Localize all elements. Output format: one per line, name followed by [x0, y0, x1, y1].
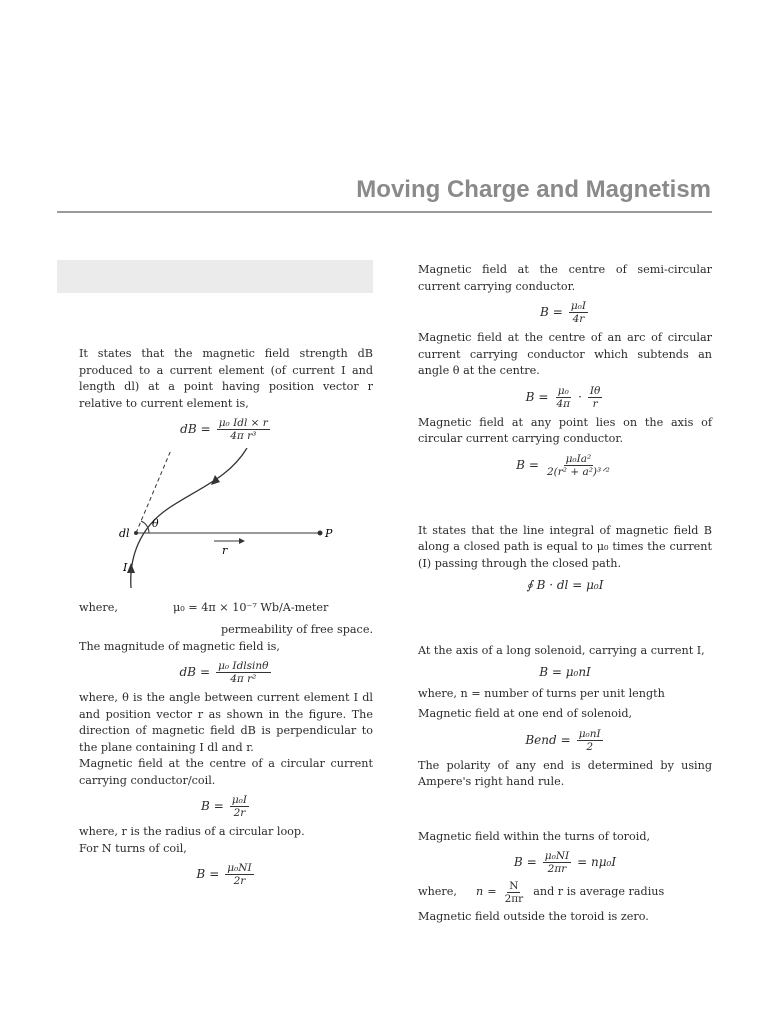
- eq-numerator: μ₀ Idl × r: [218, 417, 268, 429]
- eq-lhs: B: [516, 457, 525, 472]
- equation-db-magnitude: dB = $\frac{\text{μ₀ Idlsinθ}}{\text{4π r²}}$: [179, 660, 269, 685]
- r-arrow-head: [239, 538, 245, 544]
- n-definition: where, n = number of turns per unit length: [418, 686, 665, 700]
- circular-coil-text: Magnetic field at the centre of a circular current carrying conductor/coil.: [79, 757, 373, 787]
- eq-lhs: B: [539, 305, 549, 320]
- mu0-definition: μ₀ = 4π × 10⁻⁷ Wb/A-meter: [173, 600, 329, 614]
- eq-lhs: Bend: [525, 732, 557, 747]
- eq-rhs: = nμ₀I: [577, 855, 617, 870]
- equation-arc: B = $\frac{\text{μ₀}}{4\pi}$ · $\frac{I\theta}{r}$: [525, 384, 601, 410]
- biot-savart-intro: It states that the magnetic field strength dB produced to a current element (of current I and length dl) at a point having position vector r relative to current element is,: [79, 347, 373, 410]
- chapter-title: Moving Charge and Magnetism: [356, 176, 711, 203]
- magnitude-text: The magnitude of magnetic field is,: [79, 639, 280, 653]
- eq-numerator: μ₀NI: [227, 862, 252, 874]
- toroid-text: Magnetic field within the turns of toroid,: [418, 829, 651, 843]
- eq-lhs: dB: [180, 422, 197, 437]
- equation-solenoid: [418, 664, 712, 681]
- where-label: where,: [418, 885, 457, 899]
- equation-toroid: B = $\frac{\text{μ₀NI}}{2\pi r}$ = nμ₀I: [513, 850, 617, 875]
- mu0-description: permeability of free space.: [220, 623, 373, 636]
- eq-numerator: μ₀I: [231, 794, 248, 806]
- equation-db-vector: dB = $\frac{\text{μ₀ Idl × r}}{\text{4π r³}}$: [180, 417, 268, 442]
- right-column: [418, 262, 712, 926]
- point-p-dot: [318, 531, 323, 536]
- eq-numerator: μ₀ Idlsinθ: [218, 660, 269, 672]
- header-divider: [57, 211, 712, 213]
- left-column: [79, 346, 373, 892]
- label-i: I: [123, 561, 128, 574]
- eq-numerator-1: μ₀: [557, 384, 569, 397]
- radius-note: and r is average radius: [533, 885, 665, 899]
- eq-denominator: 2(r² + a²)³ᐟ²: [546, 465, 610, 478]
- eq-denominator: 2r: [233, 807, 246, 819]
- eq-lhs: B: [196, 867, 206, 882]
- label-theta: θ: [152, 517, 159, 530]
- eq-denominator: 4π r³: [230, 430, 257, 442]
- eq-numerator: μ₀NI: [544, 850, 570, 862]
- eq-denominator: 2πr: [547, 863, 567, 875]
- n-turns-text: For N turns of coil,: [79, 841, 187, 855]
- equation-solenoid-end: Bend = $\frac{\text{μ₀nI}}{2}$: [525, 727, 601, 753]
- radius-text: where, r is the radius of a circular loop.: [79, 825, 305, 838]
- label-dl: dl: [119, 527, 130, 540]
- eq-denominator: 2: [586, 740, 594, 753]
- solenoid-equation-text: B = μ₀nI: [539, 665, 591, 679]
- equation-n-turns: B = $\frac{\text{μ₀NI}}{2r}$: [196, 862, 252, 887]
- section-heading-band: [57, 260, 373, 293]
- eq-lhs: B: [513, 855, 523, 870]
- biot-savart-figure: [79, 448, 373, 594]
- eq-denominator: 4r: [572, 313, 585, 325]
- outside-toroid-text: Magnetic field outside the toroid is zero.: [418, 910, 649, 923]
- eq-lhs: B: [525, 389, 535, 404]
- eq-numerator-2: Iθ: [589, 384, 601, 397]
- theta-explanation: where, θ is the angle between current element I dl and position vector r as shown in the figure. The direction of magnetic field dB is perpendicular to the plane containing I dl and r.: [79, 691, 373, 754]
- toroid-n-row: where, n = $\frac{N}{2\pi r}$ and r is average radius: [418, 880, 665, 905]
- equation-axis: B = $\frac{\text{μ₀Ia²}}{\text{2(r² + a²)³ᐟ²}}$: [516, 452, 610, 478]
- eq-numerator: N: [509, 880, 519, 892]
- dl-dot: [134, 531, 138, 535]
- axis-text: Magnetic field at any point lies on the axis of circular current carrying conductor.: [418, 415, 712, 445]
- current-arrow-lower: [127, 563, 135, 573]
- wire-curve: [131, 448, 247, 588]
- label-r: r: [222, 544, 228, 557]
- current-arrow: [211, 475, 220, 485]
- equation-semi-circular: B = $\frac{\text{μ₀I}}{4r}$: [539, 300, 587, 325]
- equation-ampere: [418, 577, 712, 594]
- polarity-text: The polarity of any end is determined by using Ampere's right hand rule.: [418, 758, 712, 788]
- eq-denominator-1: 4π: [556, 397, 571, 410]
- eq-denominator: 2πr: [504, 893, 524, 905]
- eq-numerator: μ₀Ia²: [565, 452, 592, 465]
- semi-circular-text: Magnetic field at the centre of semi-circular current carrying conductor.: [418, 263, 712, 293]
- mu0-definition-row: [79, 600, 373, 617]
- eq-denominator-2: r: [592, 397, 598, 410]
- solenoid-text: At the axis of a long solenoid, carrying a current I,: [418, 643, 705, 657]
- eq-lhs: n: [476, 885, 484, 899]
- eq-lhs: B: [200, 799, 210, 814]
- where-label: where,: [79, 600, 118, 614]
- eq-numerator: μ₀nI: [578, 727, 601, 740]
- eq-denominator: 4π r²: [230, 673, 257, 685]
- ampere-law-text: It states that the line integral of magnetic field B along a closed path is equal to μ₀ times the current (I) passing through the closed path.: [418, 523, 712, 570]
- eq-lhs: dB: [179, 665, 196, 680]
- equation-circular-centre: B = $\frac{\text{μ₀I}}{2r}$: [200, 794, 248, 819]
- eq-denominator: 2r: [233, 875, 246, 887]
- solenoid-end-text: Magnetic field at one end of solenoid,: [418, 707, 633, 720]
- label-p: P: [325, 527, 333, 540]
- arc-text: Magnetic field at the centre of an arc of circular current carrying conductor which subtends an angle θ at the centre.: [418, 331, 712, 377]
- eq-numerator: μ₀I: [570, 300, 587, 312]
- ampere-equation-text: ∮ B · dl = μ₀I: [526, 578, 604, 592]
